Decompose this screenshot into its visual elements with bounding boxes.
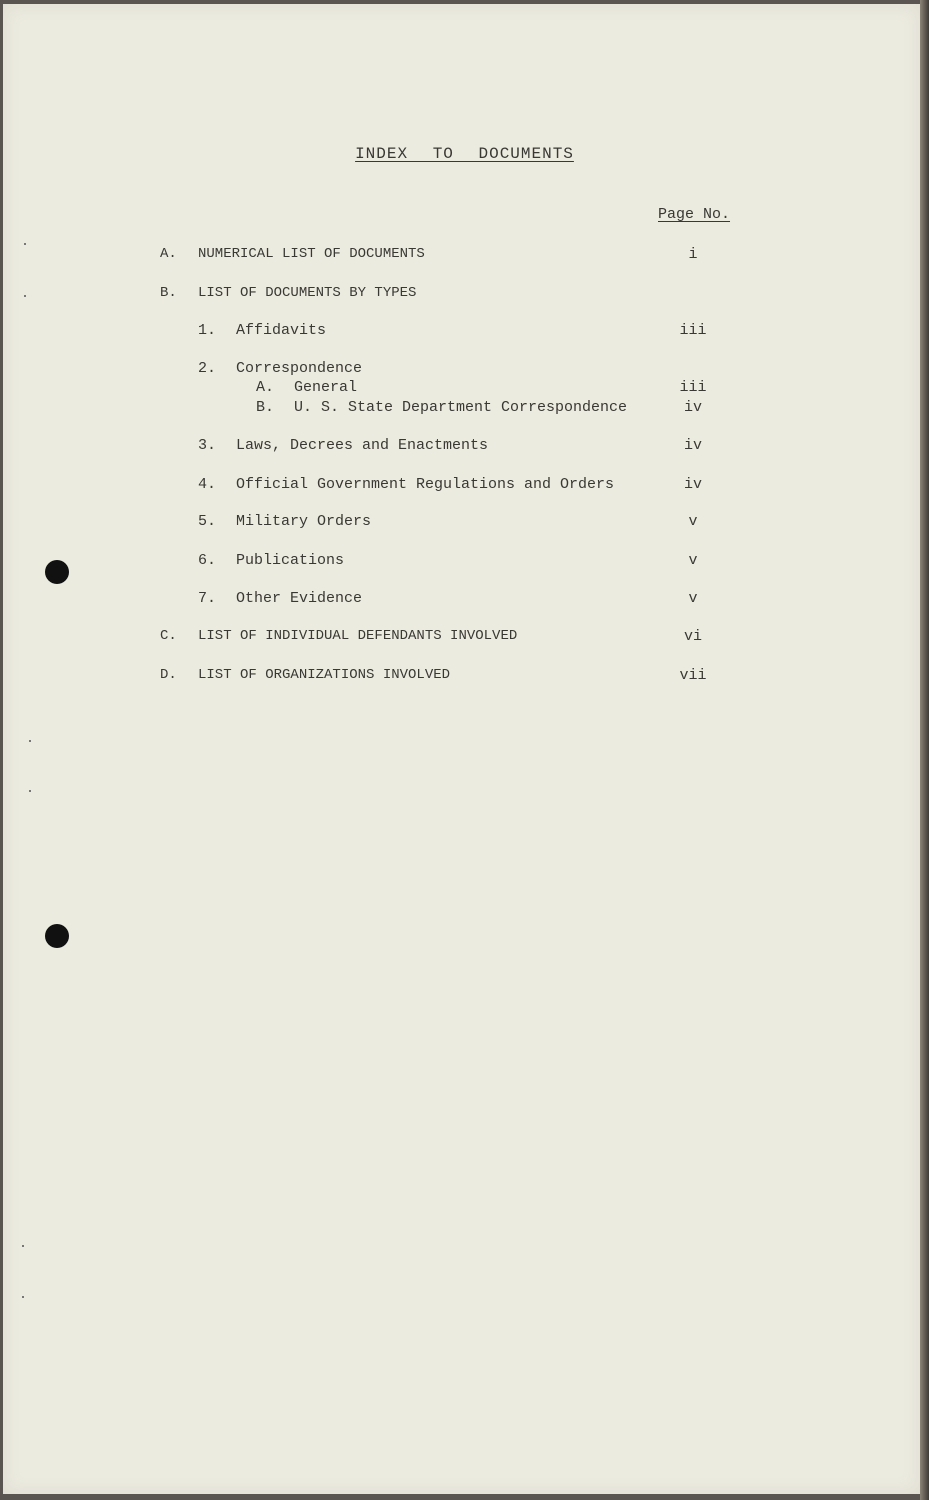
punch-hole-bottom: [45, 924, 69, 948]
type-number: 1.: [198, 322, 217, 339]
paper-speck: [29, 740, 31, 742]
type-number: 7.: [198, 590, 217, 607]
page-number-header: Page No.: [658, 206, 731, 223]
type-label: Publications: [236, 552, 345, 569]
type-page: iii: [679, 322, 707, 339]
type-page: v: [688, 513, 698, 530]
paper-speck: [24, 243, 26, 245]
punch-hole-top: [45, 560, 69, 584]
section-letter: D.: [160, 667, 177, 683]
paper-speck: [29, 790, 31, 792]
type-number: 3.: [198, 437, 217, 454]
type-label: Other Evidence: [236, 590, 363, 607]
type-number: 5.: [198, 513, 217, 530]
type-label: Military Orders: [236, 513, 372, 530]
document-title: [0, 145, 929, 163]
type-label: Correspondence: [236, 360, 363, 377]
sub-letter: B.: [256, 399, 275, 416]
paper-speck: [24, 295, 26, 297]
section-letter: B.: [160, 285, 177, 301]
type-number: 2.: [198, 360, 217, 377]
type-page: v: [688, 590, 698, 607]
section-label: LIST OF DOCUMENTS BY TYPES: [198, 285, 417, 301]
type-number: 4.: [198, 476, 217, 493]
sub-label: General: [294, 379, 358, 396]
section-page: i: [688, 246, 698, 263]
type-label: Affidavits: [236, 322, 327, 339]
type-number: 6.: [198, 552, 217, 569]
section-letter: C.: [160, 628, 177, 644]
title-text: INDEX TO DOCUMENTS: [355, 145, 574, 163]
section-page: vi: [683, 628, 702, 645]
section-letter: A.: [160, 246, 177, 262]
page-edge-shadow: [920, 0, 929, 1500]
type-page: v: [688, 552, 698, 569]
section-label: LIST OF ORGANIZATIONS INVOLVED: [198, 667, 451, 683]
type-page: iv: [683, 476, 702, 493]
sub-page: iii: [679, 379, 707, 396]
sub-page: iv: [683, 399, 702, 416]
type-page: iv: [683, 437, 702, 454]
sub-label: U. S. State Department Correspondence: [294, 399, 628, 416]
section-label: LIST OF INDIVIDUAL DEFENDANTS INVOLVED: [198, 628, 518, 644]
type-label: Laws, Decrees and Enactments: [236, 437, 489, 454]
section-page: vii: [679, 667, 707, 684]
sub-letter: A.: [256, 379, 275, 396]
paper-speck: [22, 1296, 24, 1298]
type-label: Official Government Regulations and Orders: [236, 476, 615, 493]
paper-speck: [22, 1245, 24, 1247]
document-page: [3, 4, 920, 1494]
section-label: NUMERICAL LIST OF DOCUMENTS: [198, 246, 425, 262]
